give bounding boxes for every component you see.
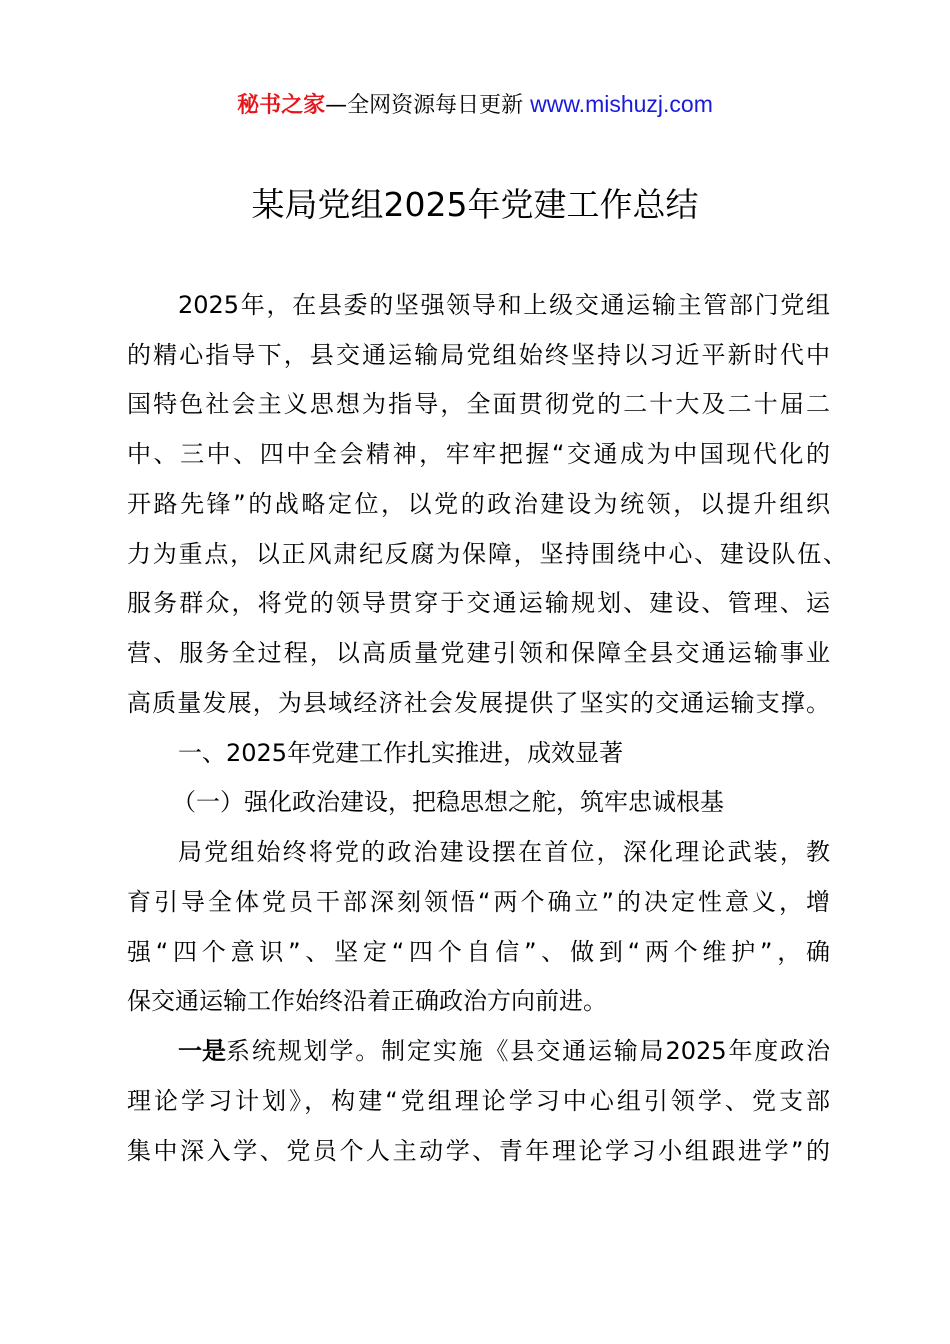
paragraph-line: 开路先锋”的战略定位，以党的政治建设为统领，以提升组织 <box>127 490 830 518</box>
paragraph-line: 强“四个意识”、坚定“四个自信”、做到“两个维护”，确 <box>127 938 830 966</box>
paragraph-line: 的精心指导下，县交通运输局党组始终坚持以习近平新时代中 <box>127 341 830 369</box>
paragraph-line: 服务群众，将党的领导贯穿于交通运输规划、建设、管理、运 <box>127 589 830 617</box>
paragraph-line <box>178 1026 830 1076</box>
bold-lead: 一是 <box>178 1037 226 1065</box>
paragraph-line: 力为重点，以正风肃纪反腐为保障，坚持围绕中心、建设队伍、 <box>127 540 847 568</box>
site-url-link[interactable]: www.mishuzj.com <box>530 91 713 117</box>
brand-name: 秘书之家 <box>237 93 326 118</box>
paragraph-line: 中、三中、四中全会精神，牢牢把握“交通成为中国现代化的 <box>127 440 830 468</box>
paragraph-line-text: 系统规划学。制定实施《县交通运输局2025年度政治 <box>226 1037 830 1065</box>
section-heading: 一、2025年党建工作扎实推进，成效显著 <box>178 739 624 767</box>
site-banner <box>0 88 950 122</box>
paragraph-line: 国特色社会主义思想为指导，全面贯彻党的二十大及二十届二 <box>127 390 830 418</box>
paragraph-line: 集中深入学、党员个人主动学、青年理论学习小组跟进学”的 <box>127 1137 830 1165</box>
paragraph-line: 高质量发展，为县域经济社会发展提供了坚实的交通运输支撑。 <box>127 689 830 717</box>
paragraph-line: 理论学习计划》，构建“党组理论学习中心组引领学、党支部 <box>127 1087 830 1115</box>
banner-tagline: —全网资源每日更新 <box>325 93 531 118</box>
paragraph-line: 保交通运输工作始终沿着正确政治方向前进。 <box>127 987 607 1015</box>
paragraph-line: 局党组始终将党的政治建设摆在首位，深化理论武装，教 <box>178 838 830 866</box>
paragraph-line: 育引导全体党员干部深刻领悟“两个确立”的决定性意义，增 <box>127 888 830 916</box>
paragraph-line: 2025年，在县委的坚强领导和上级交通运输主管部门党组 <box>178 291 830 319</box>
paragraph-line: 营、服务全过程，以高质量党建引领和保障全县交通运输事业 <box>127 639 830 667</box>
subsection-heading: （一）强化政治建设，把稳思想之舵，筑牢忠诚根基 <box>172 788 724 816</box>
document-title: 某局党组2025年党建工作总结 <box>251 185 699 224</box>
